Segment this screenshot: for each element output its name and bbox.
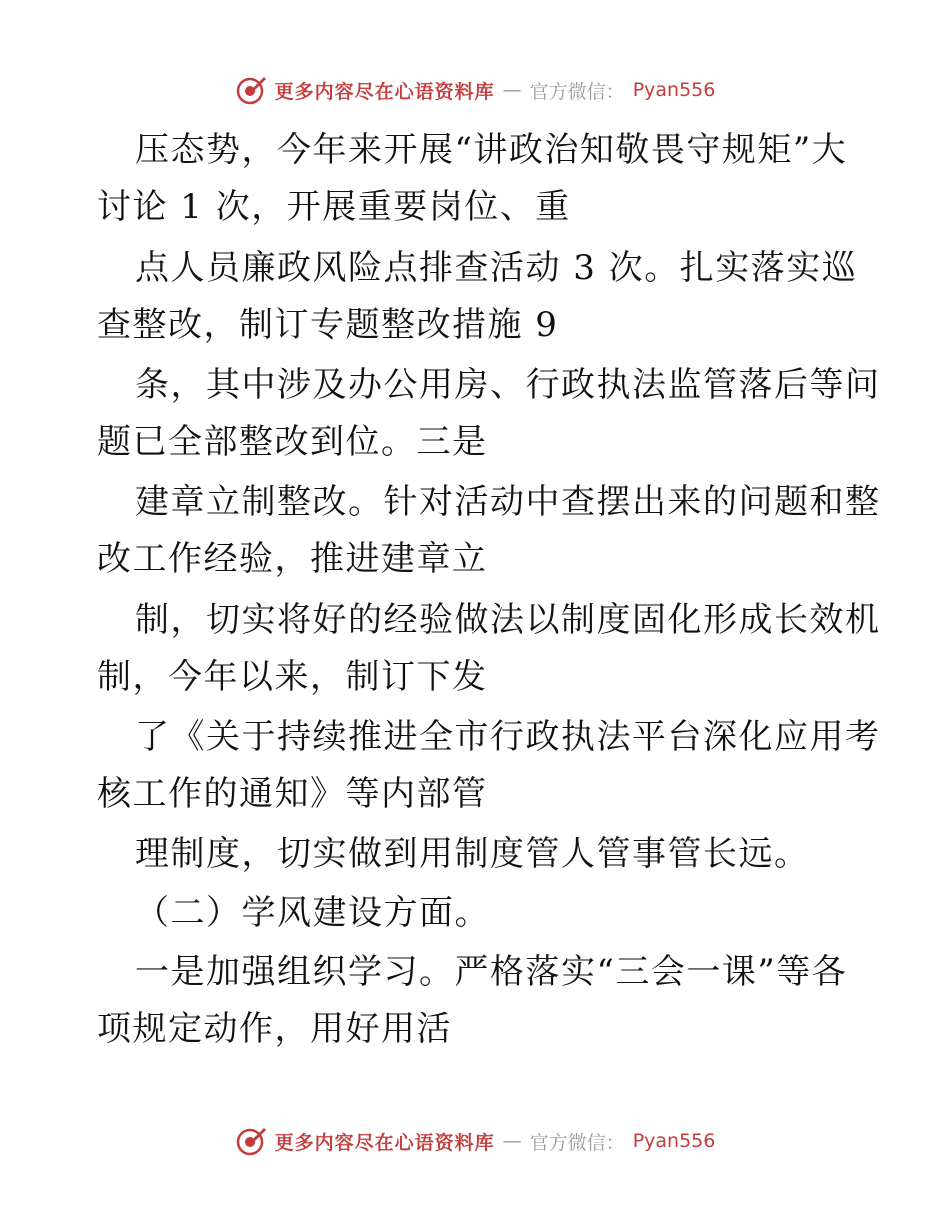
section-heading: （二）学风建设方面。 xyxy=(135,893,490,933)
watermark-label: 官方微信： xyxy=(529,1131,625,1154)
body-line: 核工作的通知》等内部管 xyxy=(97,774,488,814)
watermark-wechat-id: Pyan556 xyxy=(632,1130,716,1152)
body-line: 题已全部整改到位。三是 xyxy=(97,422,488,462)
body-line: 条，其中涉及办公用房、行政执法监管落后等问 xyxy=(135,365,881,405)
header-watermark xyxy=(0,72,950,108)
watermark-main-text: 更多内容尽在心语资料库 xyxy=(274,1131,495,1154)
body-line: 压态势，今年来开展“讲政治知敬畏守规矩”大 xyxy=(135,130,848,170)
body-line: 理制度，切实做到用制度管人管事管长远。 xyxy=(135,834,810,874)
body-line: 制，今年以来，制订下发 xyxy=(97,657,488,697)
watermark-wechat-id: Pyan556 xyxy=(632,79,716,101)
watermark-separator: — xyxy=(502,79,522,101)
body-line: 了《关于持续推进全市行政执法平台深化应用考 xyxy=(135,717,881,757)
pen-logo-icon xyxy=(235,1125,267,1157)
body-line: 改工作经验，推进建章立 xyxy=(97,539,488,579)
body-line: 项规定动作，用好用活 xyxy=(97,1009,452,1049)
body-line: 点人员廉政风险点排查活动 3 次。扎实落实巡 xyxy=(135,248,858,288)
footer-watermark xyxy=(0,1123,950,1159)
body-line: 讨论 1 次，开展重要岗位、重 xyxy=(97,187,571,227)
watermark-main-text: 更多内容尽在心语资料库 xyxy=(274,80,495,103)
pen-logo-icon xyxy=(235,74,267,106)
body-line: 制，切实将好的经验做法以制度固化形成长效机 xyxy=(135,600,881,640)
body-line: 查整改，制订专题整改措施 9 xyxy=(97,305,559,345)
body-line: 一是加强组织学习。严格落实“三会一课”等各 xyxy=(135,952,848,992)
body-line: 建章立制整改。针对活动中查摆出来的问题和整 xyxy=(135,482,881,522)
watermark-label: 官方微信： xyxy=(529,80,625,103)
watermark-separator: — xyxy=(502,1130,522,1152)
